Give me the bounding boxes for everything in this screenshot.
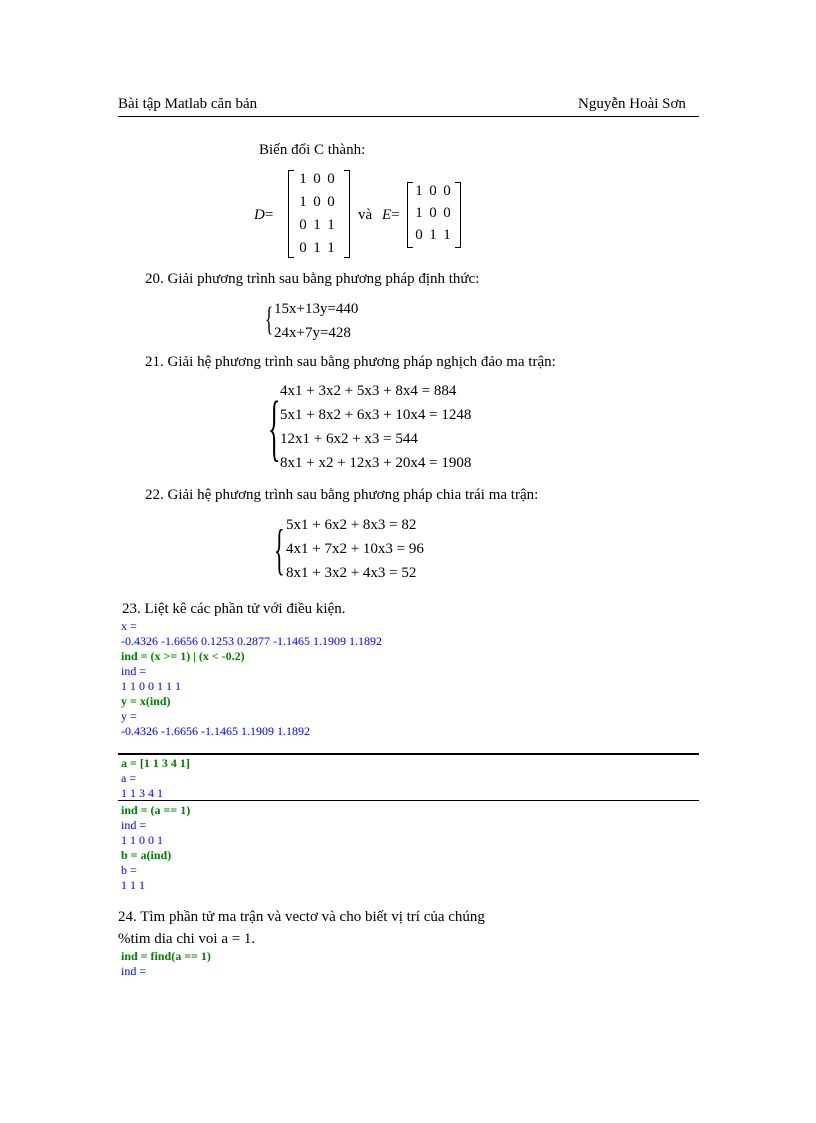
code-line: a =	[121, 771, 137, 785]
matrix-d: 1 0 0 1 0 0 0 1 1 0 1 1	[299, 171, 335, 256]
equation-line: 12x1 + 6x2 + x3 = 544	[280, 431, 418, 447]
code-line: ind =	[121, 964, 147, 978]
matrix-d-right-bracket	[344, 170, 350, 258]
equation-line: 4x1 + 3x2 + 5x3 + 8x4 = 884	[280, 383, 457, 399]
equation-line: 4x1 + 7x2 + 10x3 = 96	[286, 541, 424, 557]
code-line: 1 1 3 4 1	[121, 786, 163, 800]
equation-line: 15x+13y=440	[274, 301, 359, 317]
code-block-24	[121, 949, 211, 979]
code-line: b = a(ind)	[121, 848, 172, 862]
matrix-d-left-bracket	[288, 170, 294, 258]
code-line: -0.4326 -1.6656 -1.1465 1.1909 1.1892	[121, 724, 310, 738]
exercise-23: 23. Liệt kê các phần tử với điều kiện.	[122, 601, 346, 617]
matrix-d-label: D=	[254, 207, 274, 223]
equation-line: 8x1 + x2 + 12x3 + 20x4 = 1908	[280, 455, 472, 471]
matrix-e-right-bracket	[455, 182, 461, 248]
code-line: y = x(ind)	[121, 694, 171, 708]
code-line: 1 1 0 0 1	[121, 833, 163, 847]
code-line: a = [1 1 3 4 1]	[121, 756, 190, 770]
code-line: ind =	[121, 818, 147, 832]
code-block-23c	[121, 803, 190, 893]
exercise-24: 24. Tìm phần tử ma trận và vectơ và cho biết vị trí của chúng	[118, 909, 485, 925]
code-line: 1 1 1	[121, 878, 145, 892]
code-line: x =	[121, 619, 137, 633]
code-line: ind = (x >= 1) | (x < -0.2)	[121, 649, 245, 663]
code-line: ind = find(a == 1)	[121, 949, 211, 963]
exercise-20: 20. Giải phương trình sau bằng phương pháp định thức:	[145, 271, 480, 287]
equation-line: 5x1 + 6x2 + 8x3 = 82	[286, 517, 417, 533]
code-line: y =	[121, 709, 137, 723]
equation-line: 24x+7y=428	[274, 325, 351, 341]
code-line: ind = (a == 1)	[121, 803, 191, 817]
code-line: ind =	[121, 664, 147, 678]
header-title: Bài tập Matlab căn bản	[118, 96, 258, 112]
exercise-21: 21. Giải hệ phương trình sau bằng phương pháp nghịch đảo ma trận:	[145, 354, 556, 370]
header-rule	[118, 116, 699, 117]
exercise-24-comment: %tim dia chi voi a = 1.	[118, 931, 256, 947]
code-line: 1 1 0 0 1 1 1	[121, 679, 181, 693]
equation-system-20	[274, 297, 358, 345]
exercise-22: 22. Giải hệ phương trình sau bằng phương pháp chia trái ma trận:	[145, 487, 539, 503]
brace-icon: {	[274, 519, 285, 581]
equation-system-21	[280, 379, 471, 475]
code-line: b =	[121, 863, 137, 877]
matrix-e-label: E=	[382, 207, 400, 223]
section-divider	[118, 753, 699, 755]
code-block-23b	[121, 756, 190, 801]
transform-intro: Biến đổi C thành:	[259, 142, 366, 158]
brace-icon: {	[265, 301, 274, 338]
matrix-e: 1 0 0 1 0 0 0 1 1	[415, 183, 451, 243]
code-block-23	[121, 619, 382, 739]
brace-icon: {	[268, 387, 281, 469]
section-divider	[118, 800, 699, 801]
matrix-and: và	[358, 207, 373, 223]
equation-system-22	[286, 513, 424, 585]
header-author: Nguyễn Hoài Sơn	[578, 96, 686, 112]
code-line: -0.4326 -1.6656 0.1253 0.2877 -1.1465 1.1909 1.1892	[121, 634, 382, 648]
equation-line: 5x1 + 8x2 + 6x3 + 10x4 = 1248	[280, 407, 472, 423]
equation-line: 8x1 + 3x2 + 4x3 = 52	[286, 565, 417, 581]
